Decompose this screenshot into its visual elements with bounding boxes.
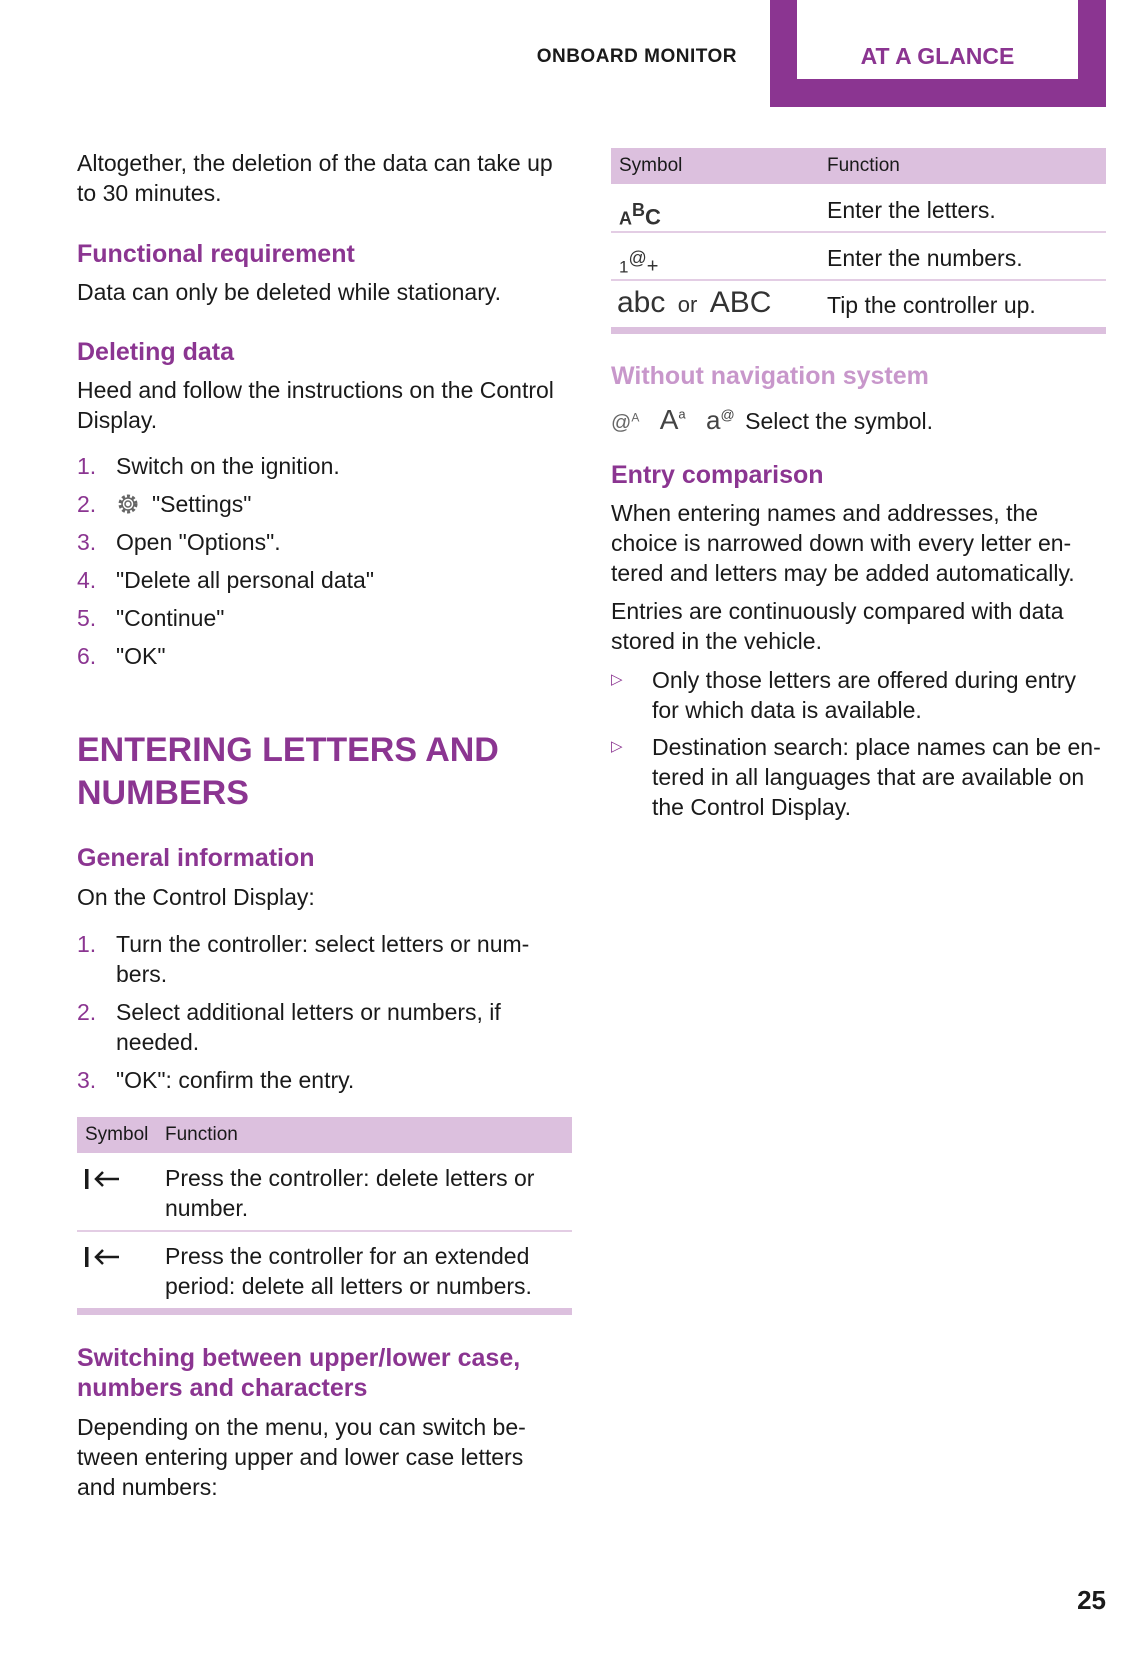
deleting-data-text: Heed and follow the instructions on the Control Display.: [77, 377, 554, 433]
upper-case-icon: $A^a$: [659, 403, 686, 435]
gear-icon: [116, 492, 140, 516]
entering-heading: ENTERING LETTERS AND NUMBERS: [77, 731, 499, 812]
entry-comparison-p2: Entries are continuously compared with data stored in the vehicle.: [611, 598, 1064, 654]
functional-requirement-text: Data can only be deleted while stationary.: [77, 279, 502, 305]
bullet-item: ▷ Destination search: place names can be en- tered in all languages that are available on the Control Display.: [611, 734, 1101, 820]
list-item: 6. "OK": [77, 643, 166, 669]
table-header: Symbol Function: [611, 148, 1106, 184]
general-steps: [77, 929, 577, 1099]
table-bottom-bar: [611, 327, 1106, 334]
entry-comparison-p1: When entering names and addresses, the choice is narrowed down with every letter en- tered and letters may be added automatically.: [611, 500, 1075, 586]
table-row: [611, 193, 1106, 233]
list-item: 5. "Continue": [77, 605, 225, 631]
without-navigation-heading: Without navigation system: [611, 362, 929, 390]
list-item: 1. Turn the controller: select letters or num- bers.: [77, 931, 530, 987]
list-item: 3. "OK": confirm the entry.: [77, 1067, 355, 1093]
list-item: 1. Switch on the ignition.: [77, 453, 340, 479]
select-symbol-line: @$^A$ $A^a$ a@ Select the symbol.: [611, 403, 934, 435]
chapter-tab-label: AT A GLANCE: [860, 43, 1015, 69]
list-item: 2. "Settings": [77, 491, 252, 517]
input-mode-table: [611, 148, 1106, 338]
chapter-tab: [770, 0, 1106, 107]
deleting-data-heading: Deleting data: [77, 338, 234, 366]
row-divider: [77, 1230, 572, 1232]
entry-comparison-heading: Entry comparison: [611, 461, 824, 489]
table-header: Symbol Function: [77, 1117, 572, 1153]
triangle-bullet-icon: ▷: [611, 671, 623, 688]
delete-symbol-table: Symbol Function Press the controller: delete letters or number. Press the controller for an extended period: delete all letters or numbers.: [77, 1117, 572, 1317]
letters-symbol-icon: $A^BC$: [619, 200, 661, 230]
row-divider: [611, 279, 1106, 281]
list-item: 3. Open "Options".: [77, 529, 281, 555]
general-information-heading: General information: [77, 844, 315, 872]
general-information-text: On the Control Display:: [77, 884, 315, 910]
bullet-item: ▷ Only those letters are offered during entry for which data is available.: [611, 667, 1077, 723]
function-text: Enter the letters.: [827, 197, 996, 223]
section-title: ONBOARD MONITOR: [536, 46, 737, 67]
functional-requirement-heading: Functional requirement: [77, 240, 355, 268]
lower-case-icon: a@: [706, 404, 735, 435]
triangle-bullet-icon: ▷: [611, 738, 623, 755]
switching-heading: Switching between upper/lower case, numbers and characters: [77, 1344, 521, 1402]
numbers-symbol-icon: 1@+: [619, 248, 659, 278]
table-row: [611, 288, 1106, 328]
row-divider: [611, 231, 1106, 233]
switching-text: Depending on the menu, you can switch be- tween entering upper and lower case letters and numbers:: [77, 1414, 526, 1500]
function-text: Tip the controller up.: [827, 292, 1036, 318]
intro-paragraph: Altogether, the deletion of the data can take up to 30 minutes.: [77, 150, 553, 206]
deleting-steps: [77, 451, 577, 691]
at-symbol-icon: @$^A$: [611, 410, 640, 434]
list-item: 4. "Delete all personal data": [77, 567, 374, 593]
table-bottom-bar: [77, 1308, 572, 1315]
case-symbol-icon: abc or ABC: [617, 286, 772, 319]
table-row: [611, 241, 1106, 281]
function-text: Enter the numbers.: [827, 245, 1023, 271]
backspace-icon: [83, 1245, 123, 1269]
page-number: 25: [1077, 1585, 1106, 1615]
list-item: 2. Select additional letters or numbers, if needed.: [77, 999, 501, 1055]
backspace-icon: [83, 1167, 123, 1191]
